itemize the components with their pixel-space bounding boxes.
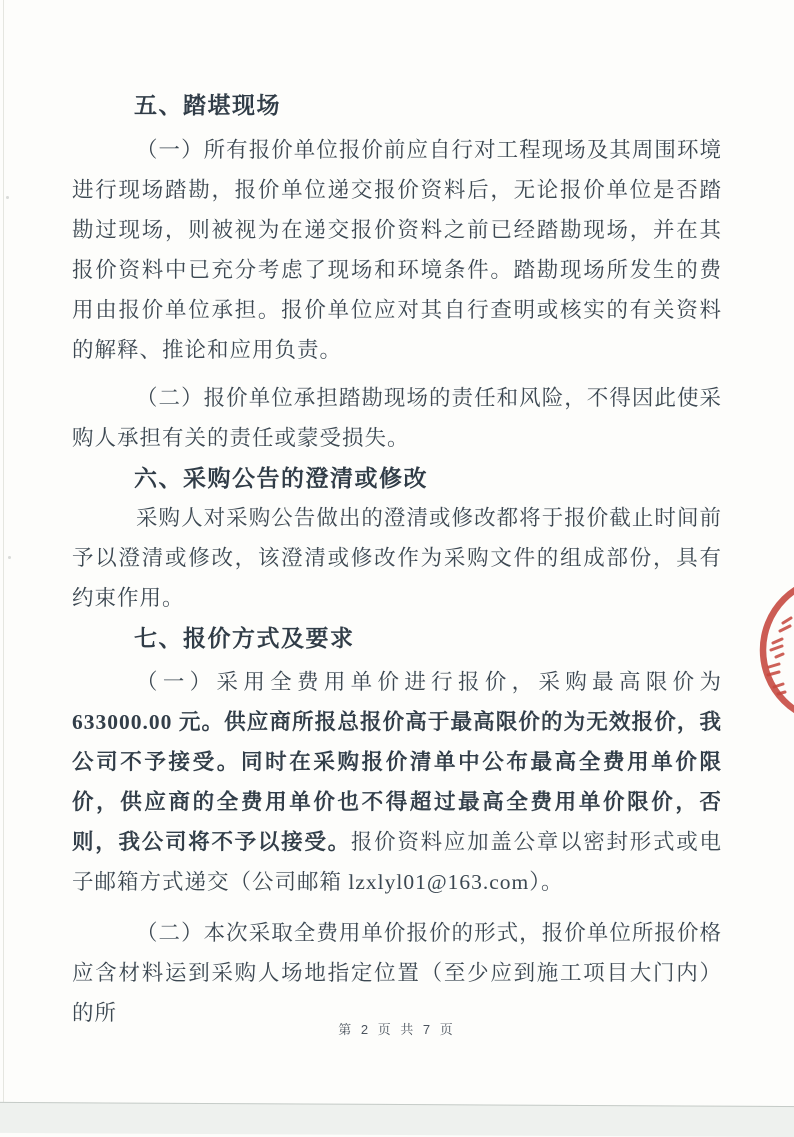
seal-characters	[768, 618, 791, 694]
red-seal-stamp	[749, 585, 794, 715]
paragraph-7-1	[72, 662, 722, 902]
scan-speck	[8, 556, 11, 559]
seal-ring	[763, 585, 794, 715]
scan-edge-line	[3, 0, 4, 1123]
scan-speck	[6, 196, 9, 199]
text-run: （一）采用全费用单价进行报价，采购最高限价为	[136, 670, 722, 694]
document-body	[72, 85, 722, 1033]
text-run: 采购人对采购公告做出的澄清或修改都将于报价截止时间前予以澄清或修改，该澄清或修改作为采购文件的组成部份，具有约束作用。	[72, 506, 722, 610]
text-run: （二）报价单位承担踏勘现场的责任和风险，不得因此使采购人承担有关的责任或蒙受损失。	[72, 386, 722, 450]
paragraph-6-1	[72, 498, 722, 618]
text-run-bold-price-limit: 633000.00 元。供应商所报总报价高于最高限价的为无效报价，我公司不予接受。同时在采购报价清单中公布最高全费用单价限价，供应商的全费用单价也不得超过最高全费用单价限价，否则，我公司将不予以接受。	[72, 710, 722, 854]
scan-bottom-edge	[0, 1102, 794, 1137]
text-run: （一）所有报价单位报价前应自行对工程现场及其周围环境进行现场踏勘，报价单位递交报价资料后，无论报价单位是否踏勘过现场，则被视为在递交报价资料之前已经踏勘现场，并在其报价资料中已充分考虑了现场和环境条件。踏勘现场所发生的费用由报价单位承担。报价单位应对其自行查明或核实的有关资料的解释、推论和应用负责。	[72, 138, 722, 362]
paragraph-5-1	[72, 130, 722, 370]
section-heading-6: 六、采购公告的澄清或修改	[134, 465, 428, 491]
section-heading-5: 五、踏堪现场	[134, 92, 281, 118]
paragraph-7-2	[72, 913, 722, 1033]
paragraph-5-2	[72, 378, 722, 458]
text-run: 报价资料应加盖公章以密封形式或电子邮箱方式递交（公司邮箱 lzxlyl01@163.com）。	[72, 830, 722, 894]
page-footer: 第 2 页 共 7 页	[338, 1022, 456, 1037]
text-run: （二）本次采取全费用单价报价的形式，报价单位所报价格应含材料运到采购人场地指定位置（至少应到施工项目大门内）的所	[72, 921, 722, 1025]
section-heading-7: 七、报价方式及要求	[134, 625, 355, 651]
